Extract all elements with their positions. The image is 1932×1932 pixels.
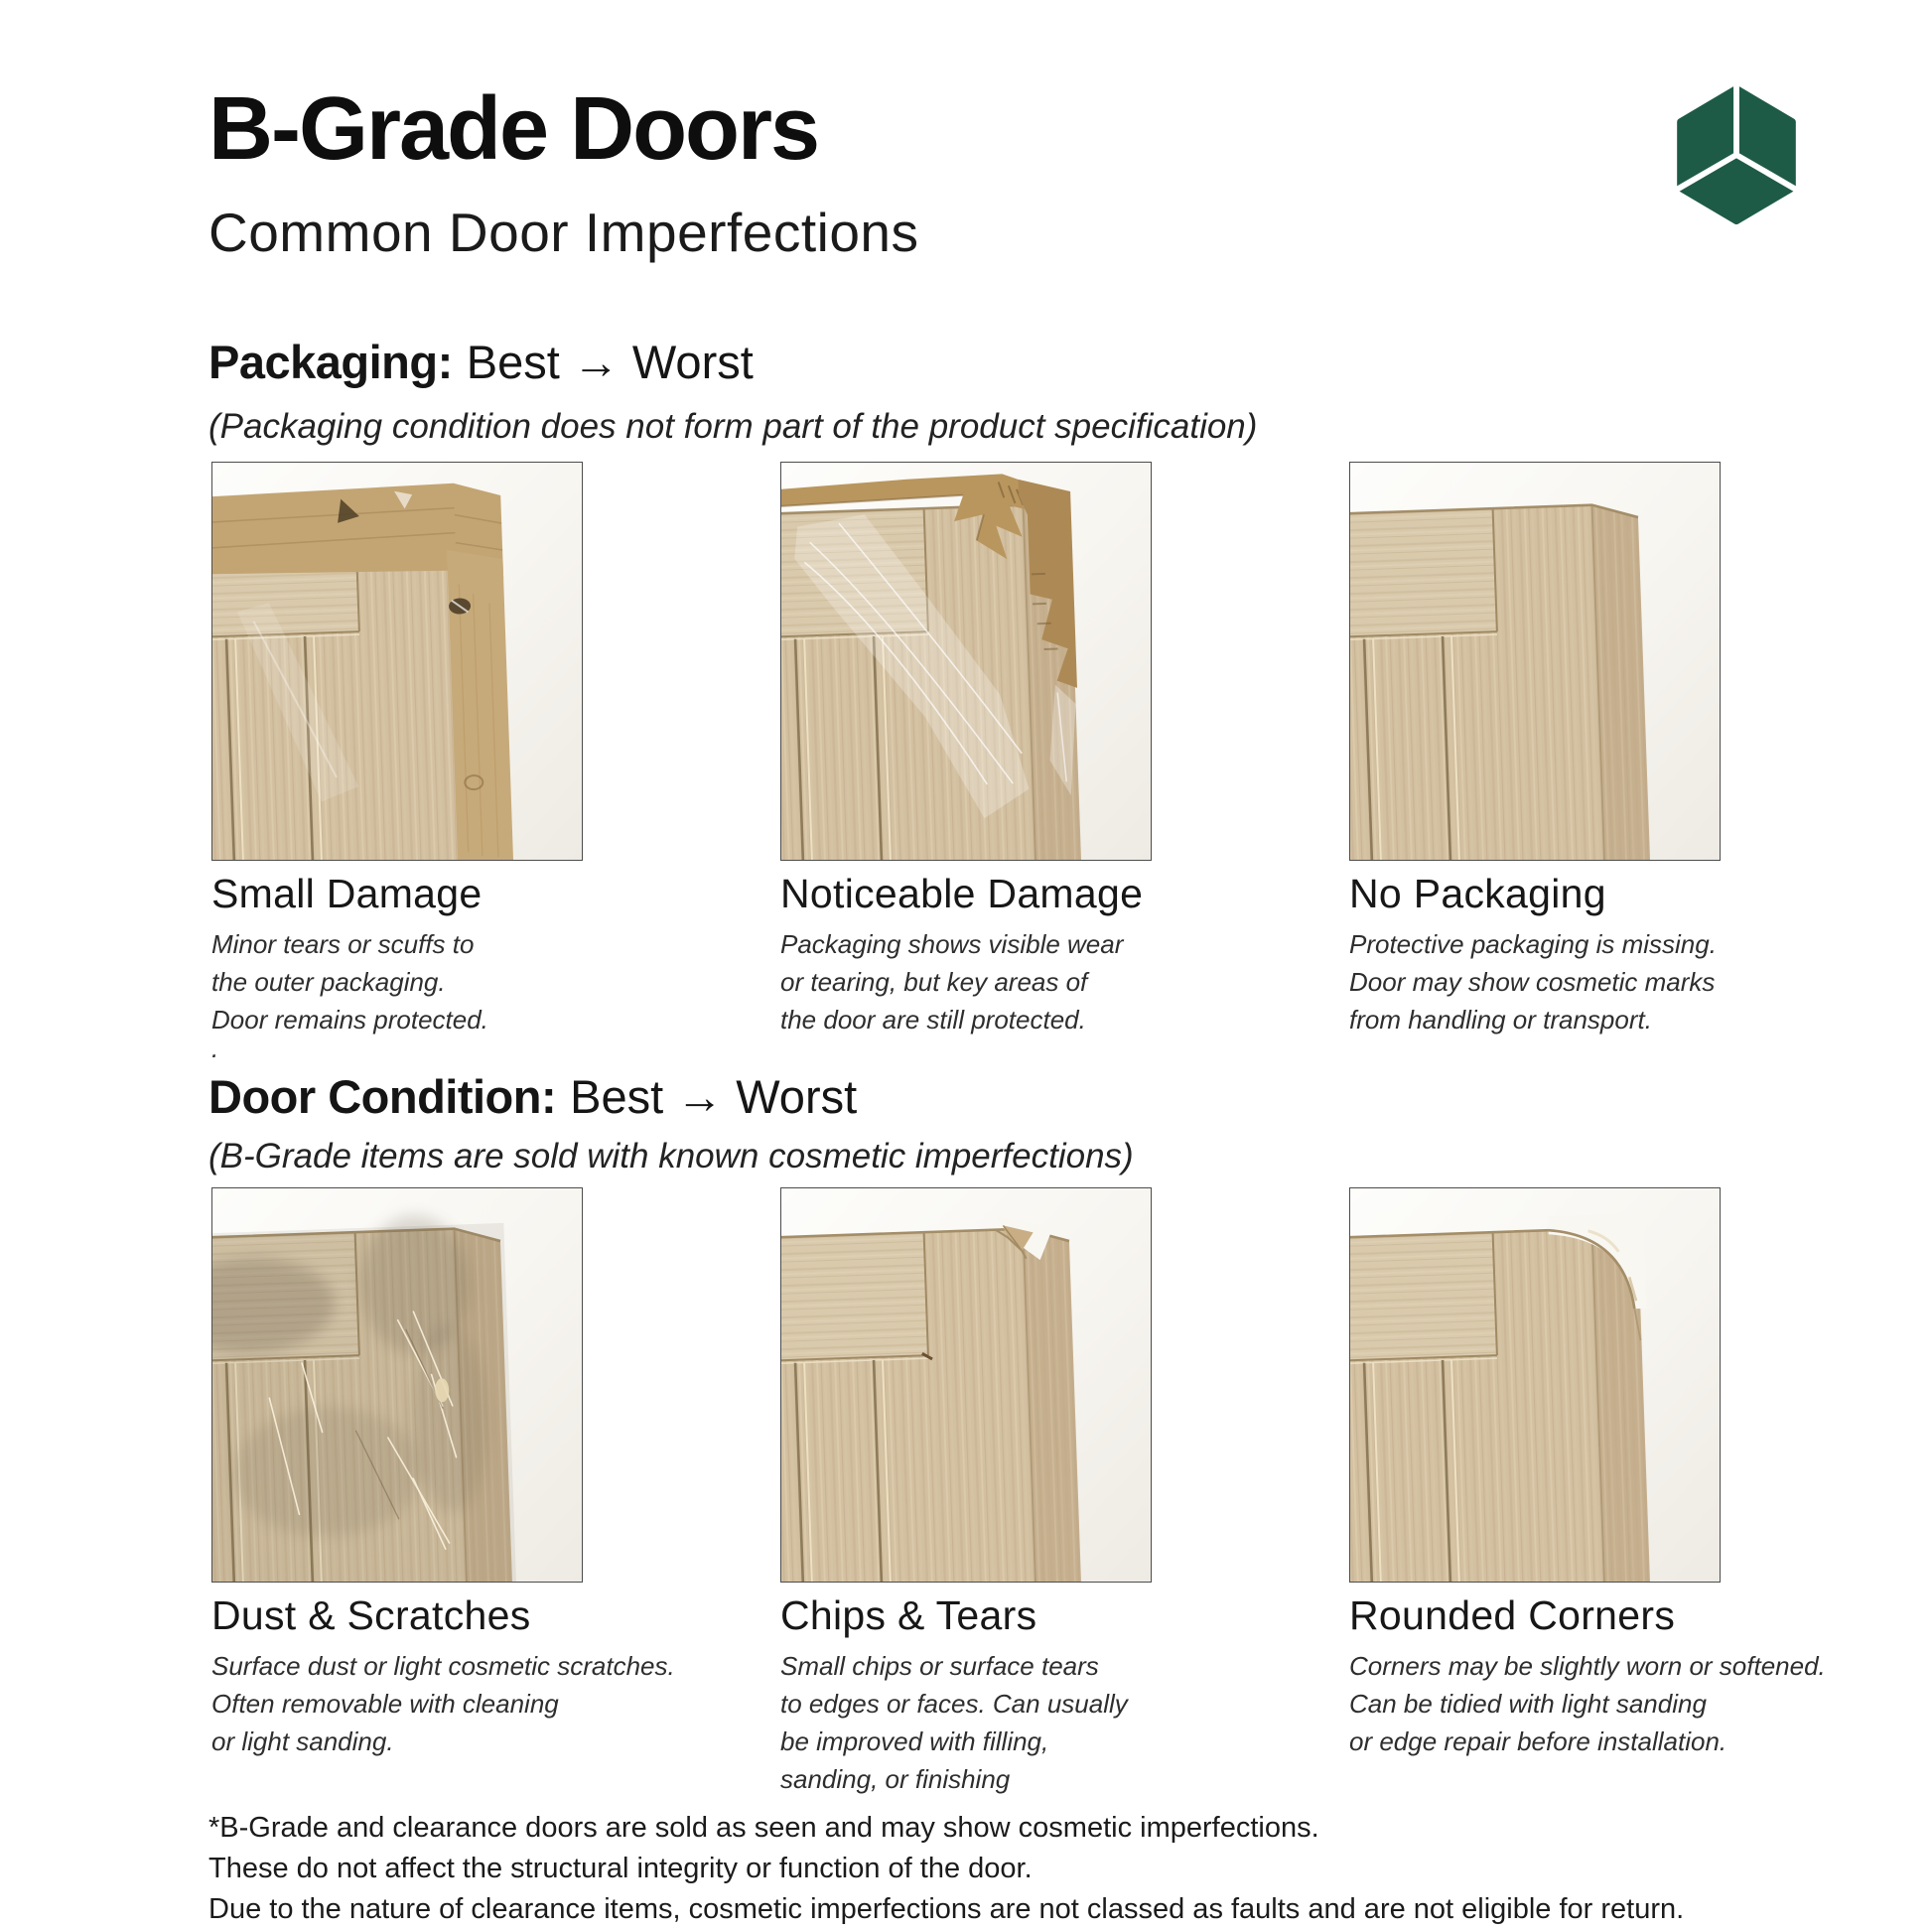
- door-photo-no-packaging: [1349, 462, 1721, 861]
- caption-body: [1349, 925, 1721, 1038]
- card-dust-scratches: [211, 1187, 675, 1760]
- caption-body: [780, 1647, 1152, 1798]
- caption-body: [1349, 1647, 1826, 1760]
- cube-logo-icon: [1673, 85, 1800, 224]
- section-heading-bold: Door Condition:: [208, 1069, 557, 1123]
- door-photo-small-damage: [211, 462, 583, 861]
- door-corner-chipped-image: [781, 1188, 1151, 1582]
- packaging-grid: [211, 462, 1803, 1063]
- card-small-damage: [211, 462, 583, 1063]
- caption-title: Rounded Corners: [1349, 1591, 1676, 1638]
- caption-body: [211, 925, 583, 1063]
- door-photo-chips-tears: [780, 1187, 1152, 1583]
- disclaimer: [208, 1808, 1803, 1930]
- caption-line: or edge repair before installation.: [1349, 1725, 1727, 1756]
- caption-line: Protective packaging is missing.: [1349, 928, 1717, 959]
- caption-line: Small chips or surface tears: [780, 1650, 1099, 1681]
- caption-line: the outer packaging.: [211, 966, 446, 997]
- door-corner-dusty-scratched-image: [212, 1188, 582, 1582]
- card-chips-tears: [780, 1187, 1152, 1798]
- caption-line: from handling or transport.: [1349, 1004, 1652, 1035]
- caption-line: Can be tidied with light sanding: [1349, 1688, 1707, 1719]
- section-heading-packaging: [208, 334, 1803, 390]
- door-corner-rounded-image: [1350, 1188, 1720, 1582]
- caption-line: be improved with filling,: [780, 1725, 1049, 1756]
- caption-body: [780, 925, 1152, 1038]
- disclaimer-line: These do not affect the structural integrity or function of the door.: [208, 1852, 1033, 1884]
- caption-title: No Packaging: [1349, 870, 1606, 916]
- caption-line: to edges or faces. Can usually: [780, 1688, 1128, 1719]
- caption-title: Dust & Scratches: [211, 1591, 531, 1638]
- caption-line: Corners may be slightly worn or softened.: [1349, 1650, 1826, 1681]
- door-corner-packaged-minor-tears-image: [212, 463, 582, 860]
- section-heading-bold: Packaging:: [208, 336, 453, 389]
- caption-line: Packaging shows visible wear: [780, 928, 1124, 959]
- section-note-packaging: (Packaging condition does not form part of the product specification): [208, 406, 1258, 446]
- caption-title: Small Damage: [211, 870, 483, 916]
- caption-title: Chips & Tears: [780, 1591, 1037, 1638]
- caption-title: Noticeable Damage: [780, 870, 1144, 916]
- caption-body: [211, 1647, 675, 1760]
- card-rounded-corners: [1349, 1187, 1826, 1760]
- page-subtitle: Common Door Imperfections: [208, 202, 919, 264]
- door-photo-dust-scratches: [211, 1187, 583, 1583]
- caption-line: Minor tears or scuffs to: [211, 928, 475, 959]
- section-heading-range: Best → Worst: [570, 1069, 858, 1123]
- door-photo-noticeable-damage: [780, 462, 1152, 861]
- door-corner-bare-image: [1350, 463, 1720, 860]
- door-corner-torn-packaging-image: [781, 463, 1151, 860]
- caption-stray-period: .: [211, 1033, 219, 1063]
- disclaimer-line: Due to the nature of clearance items, cosmetic imperfections are not classed as faults and are not eligible for return.: [208, 1892, 1685, 1925]
- caption-line: Often removable with cleaning: [211, 1688, 559, 1719]
- disclaimer-line: *B-Grade and clearance doors are sold as seen and may show cosmetic imperfections.: [208, 1811, 1319, 1844]
- caption-line: or light sanding.: [211, 1725, 394, 1756]
- caption-line: Door may show cosmetic marks: [1349, 966, 1716, 997]
- caption-line: sanding, or finishing: [780, 1763, 1011, 1794]
- card-noticeable-damage: [780, 462, 1152, 1038]
- caption-line: the door are still protected.: [780, 1004, 1086, 1035]
- caption-line: Surface dust or light cosmetic scratches.: [211, 1650, 675, 1681]
- card-no-packaging: [1349, 462, 1721, 1038]
- door-condition-grid: [211, 1187, 1826, 1798]
- section-heading-door-condition: [208, 1068, 1803, 1125]
- section-note-door-condition: (B-Grade items are sold with known cosmetic imperfections): [208, 1137, 1134, 1176]
- caption-line: or tearing, but key areas of: [780, 966, 1088, 997]
- caption-line: Door remains protected.: [211, 1004, 488, 1035]
- door-photo-rounded-corners: [1349, 1187, 1721, 1583]
- page-title: B-Grade Doors: [208, 79, 819, 179]
- section-heading-range: Best → Worst: [466, 336, 754, 389]
